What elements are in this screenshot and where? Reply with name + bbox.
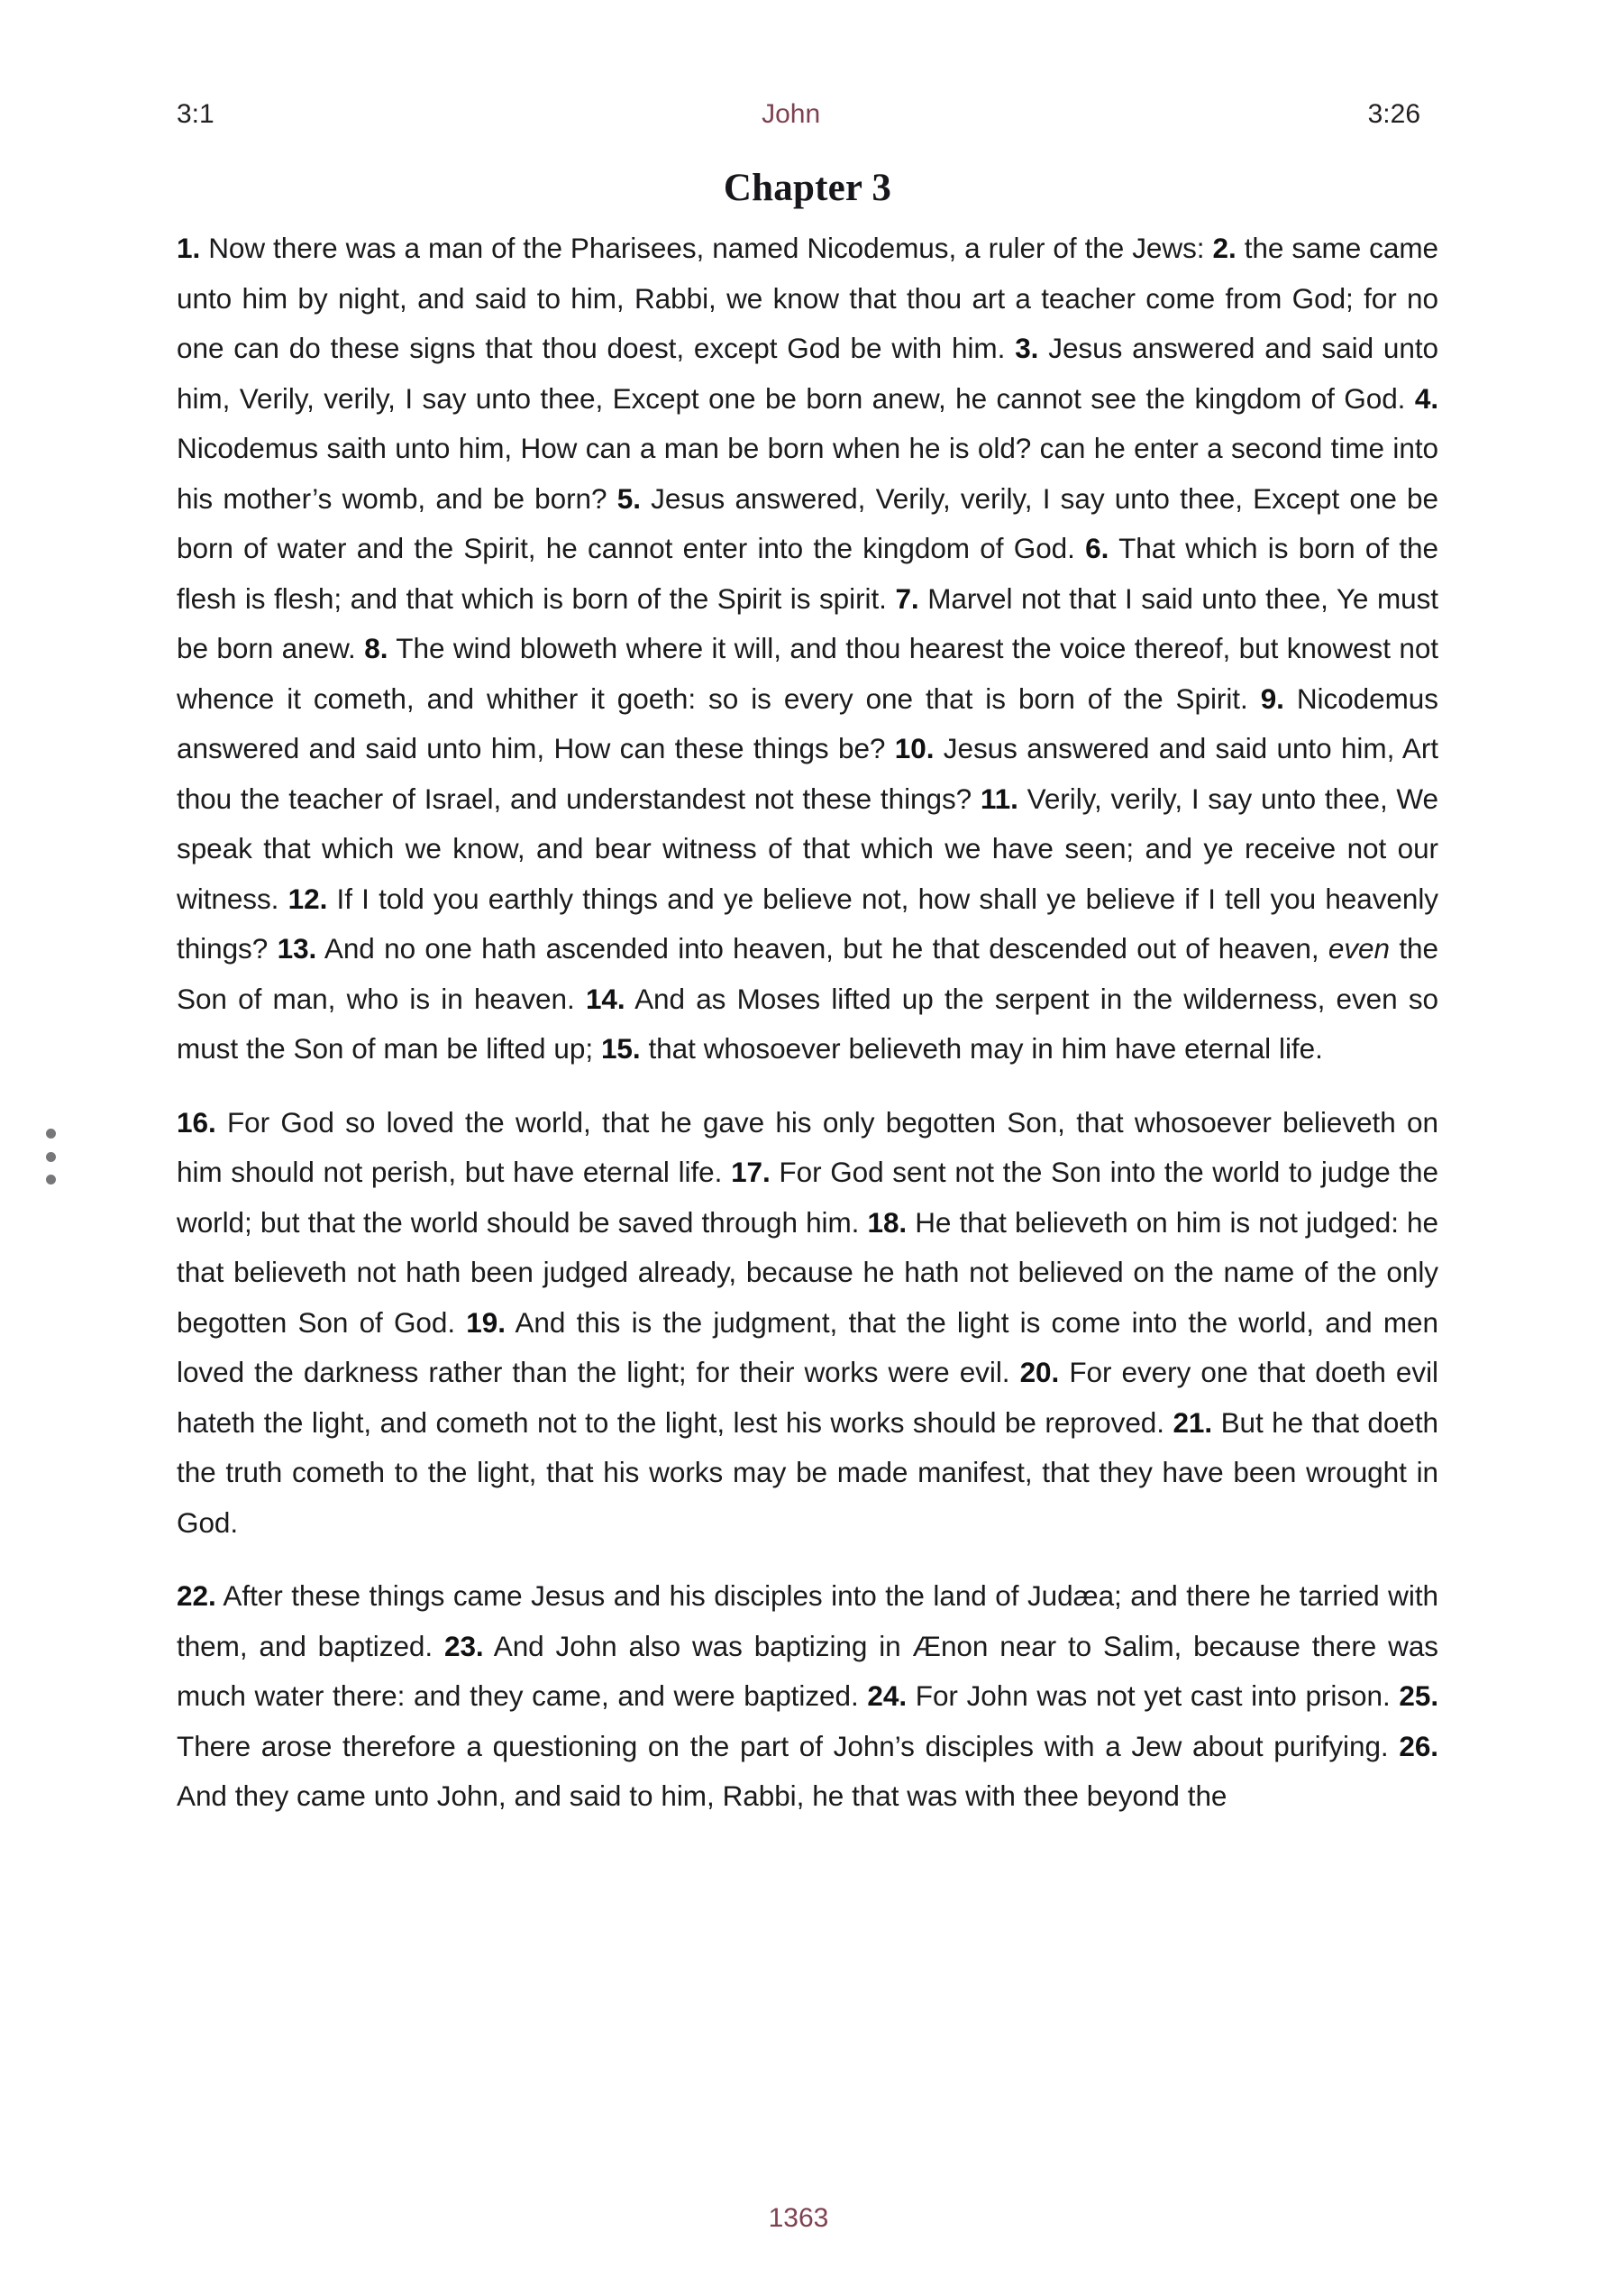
verse-text: After these things came Jesus and his disciples into the land of Judæa; and there he tarried with them, and baptized. [177,1579,1438,1662]
running-head-end-reference: 3:26 [1367,99,1420,129]
verse-text: Nicodemus saith unto him, How can a man be born when he is old? can he enter a second time into his mother’s womb, and be born? [177,432,1438,515]
verse-number: 3. [1015,332,1039,364]
verse-text: For God sent not the Son into the world to judge the world; but that the world should be saved through him. [177,1156,1438,1239]
verse-number: 7. [895,581,919,615]
verse-paragraph [177,1098,1438,1549]
verse-text: For every one that doeth evil hateth the light, and cometh not to the light, lest his works should be reproved. [177,1356,1438,1439]
verse-number: 18. [867,1205,908,1239]
verse-number: 5. [616,481,641,515]
verse-text: Now there was a man of the Pharisees, named Nicodemus, a ruler of the Jews: [208,232,1205,264]
text-column [177,164,1438,1822]
verse-text: If I told you earthly things and ye believe not, how shall ye believe if I tell you heavenly things? [177,882,1439,965]
verse-number: 25. [1399,1679,1439,1712]
verse-text: He that believeth on him is not judged: he that believeth not hath been judged already, because he hath not believed on the name of the only begotten Son of God. [177,1205,1438,1339]
verse-text: For John was not yet cast into prison. [915,1679,1391,1712]
verse-number: 22. [177,1579,216,1612]
verse-text: And this is the judgment, that the light is come into the world, and men loved the darkness rather than the light; for their works were evil. [177,1305,1438,1388]
chapter-heading: Chapter 3 [723,167,892,209]
emphasized-word: even [1328,932,1390,965]
verse-text: But he that doeth the truth cometh to the light, that his works may be made manifest, that they have been wrought in God. [177,1405,1438,1539]
verse-number: 15. [600,1032,641,1065]
verse-text: Verily, verily, I say unto thee, We speak that which we know, and bear witness of that which we have seen; and ye receive not our witness. [177,782,1438,915]
verse-number: 14. [585,982,625,1015]
verse-number: 11. [980,782,1018,815]
verse-number: 16. [177,1105,216,1139]
running-head-book-name: John [762,99,821,129]
verse-text: Jesus answered, Verily, verily, I say unto thee, Except one be born of water and the Spirit, he cannot enter into the kingdom of God. [177,481,1438,564]
verse-number: 8. [364,632,388,664]
verse-number: 13. [277,932,317,965]
verse-number: 10. [894,732,935,764]
verse-text: For God so loved the world, that he gave his only begotten Son, that whosoever believeth on him should not perish, but have eternal life. [177,1105,1438,1188]
verse-text: And John also was baptizing in Ænon near to Salim, because there was much water there: and they came, and were baptized. [177,1629,1438,1712]
verse-text: Jesus answered and said unto him, Art thou the teacher of Israel, and understandest not these things? [177,732,1439,815]
kebab-dot-3 [46,1175,56,1185]
verse-number: 21. [1173,1405,1213,1439]
verse-number: 23. [443,1629,484,1662]
verse-number: 19. [466,1305,506,1339]
verse-number: 2. [1212,232,1237,264]
verse-number: 12. [287,882,328,915]
verse-text: And they came unto John, and said to him, Rabbi, he that was with thee beyond the [177,1779,1227,1812]
verse-number: 20. [1019,1356,1060,1388]
verse-number: 9. [1260,681,1284,715]
verse-number: 1. [177,232,201,264]
verse-paragraph [177,1571,1438,1822]
verse-text: Jesus answered and said unto him, Verily, verily, I say unto thee, Except one be born anew, he cannot see the kingdom of God. [177,332,1439,415]
verse-number: 4. [1414,381,1439,415]
verse-number: 24. [867,1679,908,1712]
more-options-icon[interactable] [41,1129,60,1185]
verse-text: Marvel not that I said unto thee, Ye must be born anew. [177,581,1439,664]
page-number: 1363 [768,2203,829,2233]
kebab-dot-1 [46,1129,56,1139]
verse-number: 17. [731,1156,771,1188]
verse-text: that whosoever believeth may in him have eternal life. [648,1032,1323,1065]
verse-text: That which is born of the flesh is flesh; and that which is born of the Spirit is spirit. [177,532,1438,615]
verse-text: Nicodemus answered and said unto him, How can these things be? [177,681,1438,764]
verse-number: 26. [1399,1729,1438,1762]
verse-text: And no one hath ascended into heaven, but he that descended out of heaven, even the Son of man, who is in heaven. [177,932,1438,1015]
verse-text: The wind bloweth where it will, and thou hearest the voice thereof, but knowest not whence it cometh, and whither it goeth: so is every one that is born of the Spirit. [177,632,1439,715]
verse-text: There arose therefore a questioning on the part of John’s disciples with a Jew about purifying. [177,1729,1389,1762]
verse-number: 6. [1085,532,1109,564]
verse-paragraph [177,224,1438,1075]
verse-text: And as Moses lifted up the serpent in the wilderness, even so must the Son of man be lifted up; [177,982,1439,1065]
verse-text: the same came unto him by night, and said to him, Rabbi, we know that thou art a teacher come from God; for no one can do these signs that thou doest, except God be with him. [177,232,1439,364]
verse-body [177,224,1438,1822]
kebab-dot-2 [46,1152,56,1162]
running-head [0,94,1597,135]
running-head-start-reference: 3:1 [177,99,214,129]
